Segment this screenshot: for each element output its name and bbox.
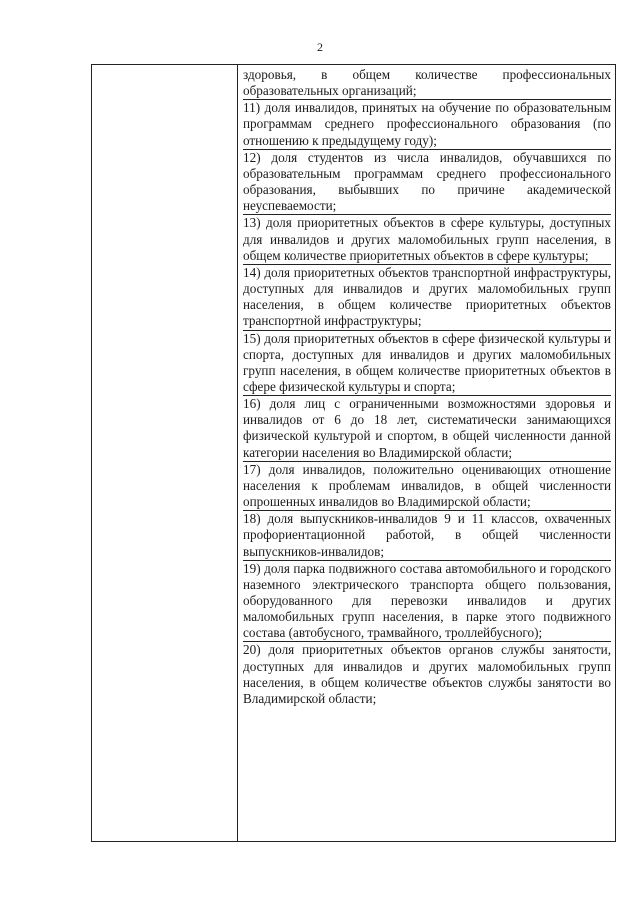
item-text: доля приоритетных объектов органов службы занятости, доступных для инвалидов и других маломобильных групп населения, в общем количестве объектов службы занятости во Владимирской области;	[243, 642, 611, 706]
item-number: 19)	[243, 560, 261, 576]
item-number: 13)	[243, 215, 261, 231]
list-item	[243, 67, 611, 99]
list-item	[243, 395, 611, 461]
item-text: доля приоритетных объектов транспортной инфраструктуры, доступных для инвалидов и других маломобильных групп населения, в общем количестве приоритетных объектов транспортной инфраструктуры;	[243, 264, 611, 329]
item-text: доля инвалидов, принятых на обучение по образовательным программам среднего профессионального образования (по отношению к предыдущему году);	[243, 100, 612, 148]
list-item	[243, 330, 611, 396]
document-table	[91, 64, 616, 842]
item-number: 17)	[243, 461, 261, 477]
item-text: доля студентов из числа инвалидов, обучавшихся по образовательным программам среднего профессионального образования, выбывших по причине академической неуспеваемости;	[243, 149, 611, 214]
list-item	[243, 99, 611, 148]
list-item	[243, 560, 611, 642]
list-item	[243, 510, 611, 559]
list-item	[243, 641, 611, 707]
column-divider	[237, 65, 238, 841]
item-text: доля приоритетных объектов в сфере физической культуры и спорта, доступных для инвалидов и других маломобильных групп населения, в общем количестве приоритетных объектов в сфере физической культуры и спорта;	[243, 330, 611, 394]
page-number: 2	[317, 40, 323, 54]
item-text: доля инвалидов, положительно оценивающих отношение населения к проблемам инвалидов, в общей численности опрошенных инвалидов во Владимирской области;	[243, 461, 611, 510]
item-text: доля лиц с ограниченными возможностями здоровья и инвалидов от 6 до 18 лет, систематически занимающихся физической культурой и спортом, в общей численности данной категории населения во Владимирской области;	[243, 396, 612, 460]
list-item	[243, 214, 611, 263]
item-number: 14)	[243, 264, 261, 280]
item-number: 15)	[243, 330, 261, 346]
item-number: 16)	[243, 396, 261, 412]
item-number: 11)	[243, 100, 261, 116]
item-text: здоровья, в общем количестве профессиональных образовательных организаций;	[243, 67, 611, 99]
table-content-column	[243, 67, 611, 707]
list-item	[243, 149, 611, 215]
item-number: 12)	[243, 149, 261, 165]
item-number: 18)	[243, 511, 261, 527]
item-text: доля выпускников-инвалидов 9 и 11 классов, охваченных профориентационной работой, в общей численности выпускников-инвалидов;	[243, 511, 612, 559]
item-number: 20)	[243, 642, 261, 658]
list-item	[243, 264, 611, 330]
item-text: доля парка подвижного состава автомобильного и городского наземного электрического транспорта общего пользования, оборудованного для перевозки инвалидов и других маломобильных групп населения, в парке этого подвижного состава (автобусного, трамвайного, троллейбусного);	[243, 560, 612, 641]
item-text: доля приоритетных объектов в сфере культуры, доступных для инвалидов и других маломобильных групп населения, в общем количестве приоритетных объектов в сфере культуры;	[243, 215, 611, 263]
list-item	[243, 461, 611, 510]
